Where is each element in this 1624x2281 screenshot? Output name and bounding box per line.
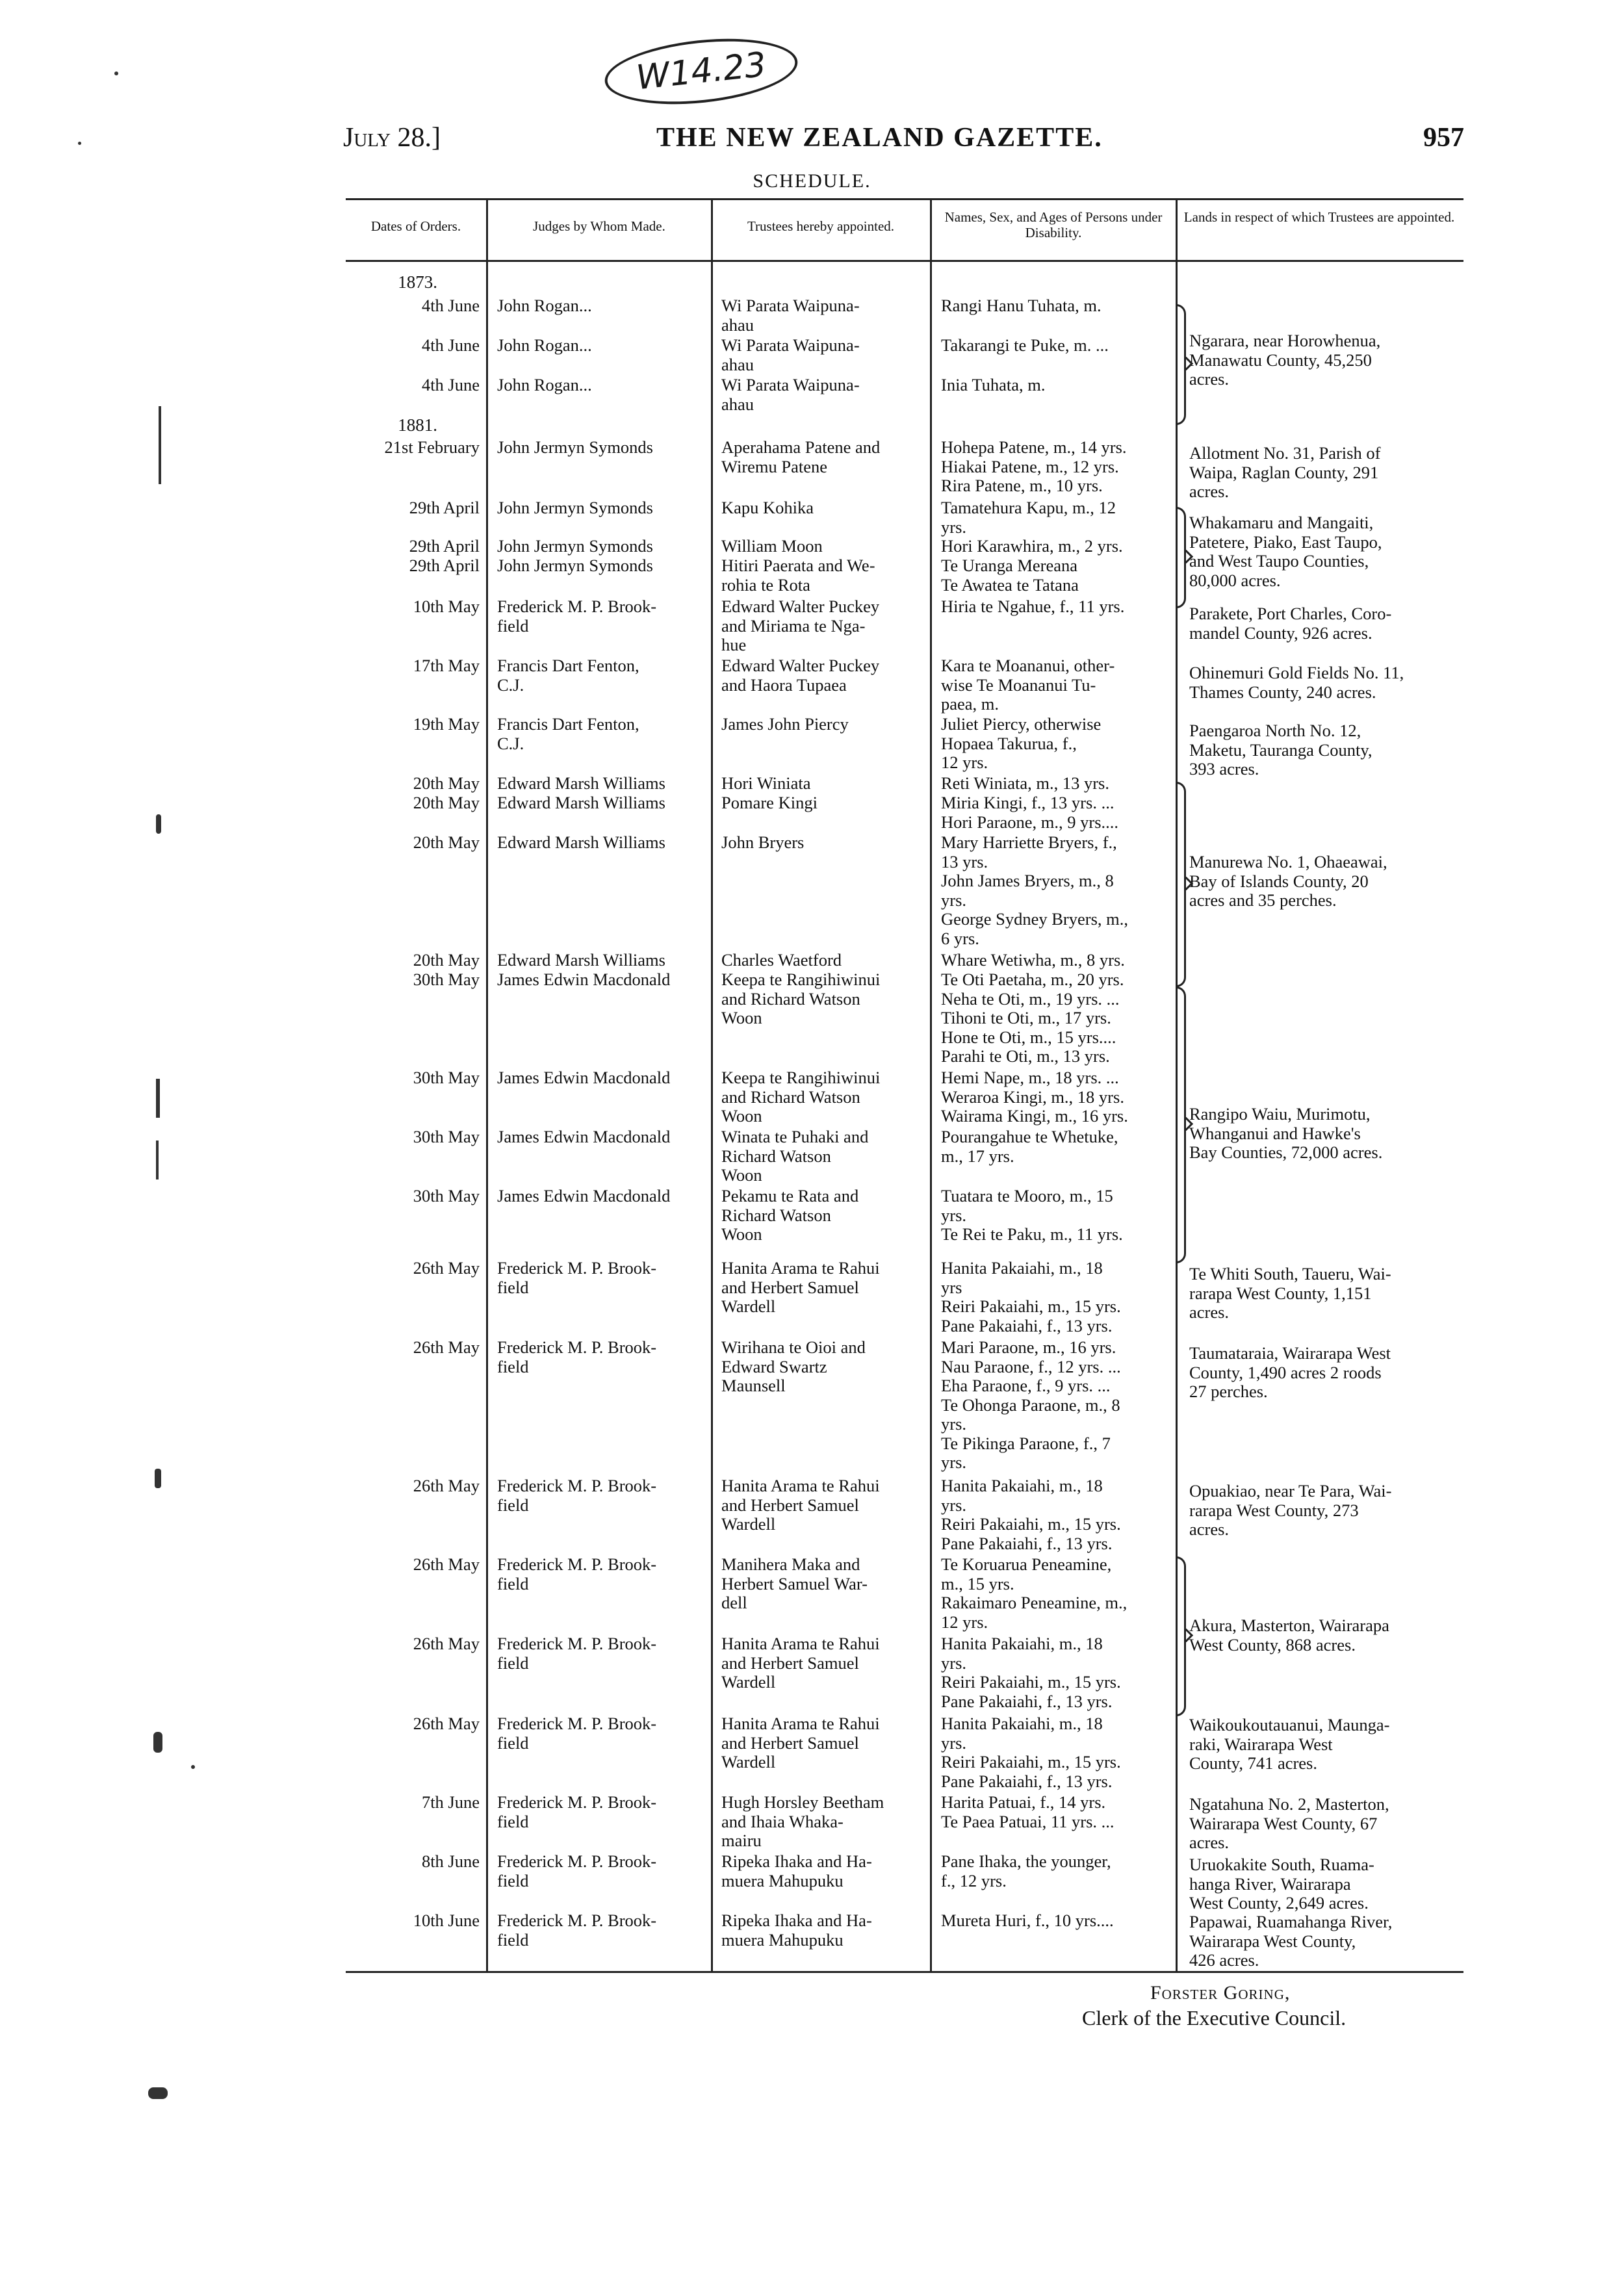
judge-name: Edward Marsh Williams <box>497 832 665 852</box>
column-divider <box>711 198 713 1971</box>
judge-name: Frederick M. P. Brook- field <box>497 1476 657 1515</box>
trustee-names: Edward Walter Puckey and Miriama te Nga- hue <box>721 597 880 654</box>
trustee-names: Hitiri Paerata and We- rohia te Rota <box>721 556 875 595</box>
binding-mark <box>156 1079 160 1118</box>
column-header-persons: Names, Sex, and Ages of Persons under Disability. <box>944 209 1163 240</box>
judge-name: John Jermyn Symonds <box>497 556 653 575</box>
land-description: Uruokakite South, Ruama- hanga River, Wairarapa West County, 2,649 acres. <box>1189 1855 1374 1913</box>
order-date: 26th May <box>413 1476 480 1495</box>
person-details: Rangi Hanu Tuhata, m. <box>941 296 1102 315</box>
person-details: Hanita Pakaiahi, m., 18 yrs. Reiri Pakaiahi, m., 15 yrs. Pane Pakaiahi, f., 13 yrs. <box>941 1714 1121 1791</box>
judge-name: Frederick M. P. Brook- field <box>497 1337 657 1376</box>
person-details: Tamatehura Kapu, m., 12 yrs. <box>941 498 1116 537</box>
judge-name: Frederick M. P. Brook- field <box>497 1554 657 1593</box>
person-details: Inia Tuhata, m. <box>941 375 1046 394</box>
binding-mark <box>148 2087 168 2099</box>
person-details: Whare Wetiwha, m., 8 yrs. <box>941 950 1125 970</box>
year-heading: 1881. <box>398 415 437 435</box>
binding-mark <box>159 406 161 484</box>
signature-title: Clerk of the Executive Council. <box>1082 2006 1347 2030</box>
land-description: Taumataraia, Wairarapa West County, 1,490 acres 2 roods 27 perches. <box>1189 1343 1391 1401</box>
judge-name: James Edwin Macdonald <box>497 970 671 989</box>
land-description: Parakete, Port Charles, Coro- mandel County, 926 acres. <box>1189 604 1392 643</box>
order-date: 26th May <box>413 1554 480 1574</box>
table-top-rule <box>346 198 1463 200</box>
scan-speck <box>191 1765 195 1769</box>
judge-name: Frederick M. P. Brook- field <box>497 1792 657 1831</box>
order-date: 26th May <box>413 1634 480 1653</box>
column-header-dates: Dates of Orders. <box>370 218 461 234</box>
person-details: Hiria te Ngahue, f., 11 yrs. <box>941 597 1125 616</box>
order-date: 21st February <box>384 437 480 457</box>
trustee-names: Manihera Maka and Herbert Samuel War- dell <box>721 1554 868 1612</box>
person-details: Miria Kingi, f., 13 yrs. ... Hori Paraone, m., 9 yrs.... <box>941 793 1119 832</box>
trustee-names: Hanita Arama te Rahui and Herbert Samuel Wardell <box>721 1258 880 1316</box>
person-details: Te Oti Paetaha, m., 20 yrs. Neha te Oti, m., 19 yrs. ... Tihoni te Oti, m., 17 yrs. Hone te Oti, m., 15 yrs.... Parahi te Oti, m., 13 yrs. <box>941 970 1124 1066</box>
column-header-judges: Judges by Whom Made. <box>533 218 665 234</box>
scan-speck <box>78 142 81 145</box>
trustee-names: Keepa te Rangihiwinui and Richard Watson Woon <box>721 1068 881 1126</box>
order-date: 10th May <box>413 597 480 616</box>
column-header-trustees: Trustees hereby appointed. <box>747 218 895 234</box>
trustee-names: Hugh Horsley Beetham and Ihaia Whaka- mairu <box>721 1792 884 1850</box>
trustee-names: Hanita Arama te Rahui and Herbert Samuel Wardell <box>721 1476 880 1534</box>
handwritten-annotation: W14.23 <box>602 31 801 113</box>
judge-name: Frederick M. P. Brook- field <box>497 597 657 636</box>
order-date: 29th April <box>409 536 480 556</box>
land-description: Whakamaru and Mangaiti, Patetere, Piako, East Taupo, and West Taupo Counties, 80,000 acres. <box>1189 513 1382 590</box>
trustee-names: Kapu Kohika <box>721 498 814 517</box>
judge-name: Edward Marsh Williams <box>497 773 665 793</box>
land-description: Paengaroa North No. 12, Maketu, Tauranga County, 393 acres. <box>1189 721 1373 779</box>
person-details: Mari Paraone, m., 16 yrs. Nau Paraone, f., 12 yrs. ... Eha Paraone, f., 9 yrs. ... Te Ohonga Paraone, m., 8 yrs. Te Pikinga Paraone, f., 7 yrs. <box>941 1337 1121 1472</box>
order-date: 29th April <box>409 556 480 575</box>
trustee-names: Keepa te Rangihiwinui and Richard Watson Woon <box>721 970 881 1027</box>
judge-name: John Jermyn Symonds <box>497 437 653 457</box>
order-date: 4th June <box>421 296 480 315</box>
binding-mark <box>155 1469 161 1488</box>
trustee-names: Hori Winiata <box>721 773 811 793</box>
trustee-names: Charles Waetford <box>721 950 842 970</box>
order-date: 4th June <box>421 375 480 394</box>
judge-name: Francis Dart Fenton, C.J. <box>497 656 639 695</box>
order-date: 26th May <box>413 1258 480 1278</box>
column-header-lands: Lands in respect of which Trustees are appointed. <box>1183 209 1455 225</box>
person-details: Hanita Pakaiahi, m., 18 yrs Reiri Pakaiahi, m., 15 yrs. Pane Pakaiahi, f., 13 yrs. <box>941 1258 1121 1335</box>
trustee-names: Wi Parata Waipuna- ahau <box>721 296 860 335</box>
trustee-names: Pomare Kingi <box>721 793 818 812</box>
order-date: 30th May <box>413 1127 480 1146</box>
land-description: Te Whiti South, Taueru, Wai- rarapa West County, 1,151 acres. <box>1189 1264 1391 1322</box>
order-date: 8th June <box>421 1851 480 1871</box>
person-details: Hanita Pakaiahi, m., 18 yrs. Reiri Pakaiahi, m., 15 yrs. Pane Pakaiahi, f., 13 yrs. <box>941 1476 1121 1553</box>
judge-name: Frederick M. P. Brook- field <box>497 1911 657 1950</box>
column-divider <box>930 198 932 1971</box>
person-details: Te Koruarua Peneamine, m., 15 yrs. Rakaimaro Peneamine, m., 12 yrs. <box>941 1554 1128 1632</box>
land-description: Rangipo Waiu, Murimotu, Whanganui and Hawke's Bay Counties, 72,000 acres. <box>1189 1104 1383 1162</box>
judge-name: Frederick M. P. Brook- field <box>497 1851 657 1890</box>
header-title: THE NEW ZEALAND GAZETTE. <box>656 123 1103 153</box>
trustee-names: Ripeka Ihaka and Ha- muera Mahupuku <box>721 1851 872 1890</box>
land-description: Ngatahuna No. 2, Masterton, Wairarapa West County, 67 acres. <box>1189 1794 1389 1852</box>
person-details: Harita Patuai, f., 14 yrs. Te Paea Patuai, 11 yrs. ... <box>941 1792 1115 1831</box>
judge-name: Frederick M. P. Brook- field <box>497 1634 657 1673</box>
trustee-names: Ripeka Ihaka and Ha- muera Mahupuku <box>721 1911 872 1950</box>
table-header-rule <box>346 260 1463 262</box>
trustee-names: William Moon <box>721 536 823 556</box>
judge-name: James Edwin Macdonald <box>497 1068 671 1087</box>
binding-mark <box>153 1732 162 1753</box>
judge-name: John Jermyn Symonds <box>497 498 653 517</box>
trustee-names: Edward Walter Puckey and Haora Tupaea <box>721 656 880 695</box>
person-details: Hori Karawhira, m., 2 yrs. <box>941 536 1123 556</box>
person-details: Juliet Piercy, otherwise Hopaea Takurua, f., 12 yrs. <box>941 714 1102 772</box>
person-details: Mary Harriette Bryers, f., 13 yrs. John James Bryers, m., 8 yrs. George Sydney Bryers, m., 6 yrs. <box>941 832 1129 948</box>
scan-speck <box>114 71 118 75</box>
trustee-names: John Bryers <box>721 832 805 852</box>
person-details: Hemi Nape, m., 18 yrs. ... Weraroa Kingi, m., 18 yrs. Wairama Kingi, m., 16 yrs. <box>941 1068 1128 1126</box>
trustee-names: James John Piercy <box>721 714 849 734</box>
order-date: 26th May <box>413 1337 480 1357</box>
judge-name: John Rogan... <box>497 375 592 394</box>
trustee-names: Wi Parata Waipuna- ahau <box>721 335 860 374</box>
person-details: Hanita Pakaiahi, m., 18 yrs. Reiri Pakaiahi, m., 15 yrs. Pane Pakaiahi, f., 13 yrs. <box>941 1634 1121 1711</box>
judge-name: Edward Marsh Williams <box>497 793 665 812</box>
land-description: Papawai, Ruamahanga River, Wairarapa West County, 426 acres. <box>1189 1912 1393 1970</box>
person-details: Pane Ihaka, the younger, f., 12 yrs. <box>941 1851 1111 1890</box>
year-heading: 1873. <box>398 272 437 292</box>
order-date: 30th May <box>413 970 480 989</box>
land-description: Akura, Masterton, Wairarapa West County, 868 acres. <box>1189 1616 1389 1655</box>
trustee-names: Wi Parata Waipuna- ahau <box>721 375 860 414</box>
person-details: Tuatara te Mooro, m., 15 yrs. Te Rei te Paku, m., 11 yrs. <box>941 1186 1123 1244</box>
judge-name: James Edwin Macdonald <box>497 1186 671 1205</box>
land-description: Allotment No. 31, Parish of Waipa, Raglan County, 291 acres. <box>1189 443 1381 501</box>
order-date: 7th June <box>421 1792 480 1812</box>
column-divider <box>486 198 488 1971</box>
order-date: 19th May <box>413 714 480 734</box>
person-details: Hohepa Patene, m., 14 yrs. Hiakai Patene, m., 12 yrs. Rira Patene, m., 10 yrs. <box>941 437 1127 495</box>
binding-mark <box>156 814 161 834</box>
land-description: Ohinemuri Gold Fields No. 11, Thames County, 240 acres. <box>1189 663 1404 702</box>
person-details: Kara te Moananui, other- wise Te Moananui Tu- paea, m. <box>941 656 1115 714</box>
table-bottom-rule <box>346 1971 1463 1973</box>
trustee-names: Wirihana te Oioi and Edward Swartz Maunsell <box>721 1337 866 1395</box>
judge-name: Frederick M. P. Brook- field <box>497 1714 657 1753</box>
trustee-names: Pekamu te Rata and Richard Watson Woon <box>721 1186 859 1244</box>
judge-name: Francis Dart Fenton, C.J. <box>497 714 639 753</box>
header-date: July 28.] <box>343 123 441 153</box>
person-details: Te Uranga Mereana Te Awatea te Tatana <box>941 556 1079 595</box>
trustee-names: Hanita Arama te Rahui and Herbert Samuel Wardell <box>721 1634 880 1692</box>
person-details: Takarangi te Puke, m. ... <box>941 335 1109 355</box>
order-date: 20th May <box>413 793 480 812</box>
person-details: Mureta Huri, f., 10 yrs.... <box>941 1911 1114 1930</box>
order-date: 30th May <box>413 1068 480 1087</box>
order-date: 20th May <box>413 950 480 970</box>
order-date: 20th May <box>413 832 480 852</box>
judge-name: Frederick M. P. Brook- field <box>497 1258 657 1297</box>
judge-name: Edward Marsh Williams <box>497 950 665 970</box>
land-description: Ngarara, near Horowhenua, Manawatu County, 45,250 acres. <box>1189 331 1381 389</box>
land-description: Opuakiao, near Te Para, Wai- rarapa West County, 273 acres. <box>1189 1481 1392 1539</box>
order-date: 29th April <box>409 498 480 517</box>
binding-mark <box>156 1140 159 1179</box>
trustee-names: Hanita Arama te Rahui and Herbert Samuel Wardell <box>721 1714 880 1772</box>
order-date: 20th May <box>413 773 480 793</box>
land-description: Waikoukoutauanui, Maunga- raki, Wairarapa West County, 741 acres. <box>1189 1715 1390 1773</box>
judge-name: John Rogan... <box>497 335 592 355</box>
order-date: 17th May <box>413 656 480 675</box>
order-date: 4th June <box>421 335 480 355</box>
trustee-names: Aperahama Patene and Wiremu Patene <box>721 437 881 476</box>
order-date: 26th May <box>413 1714 480 1733</box>
signature-name: Forster Goring, <box>1150 1982 1291 2004</box>
trustee-names: Winata te Puhaki and Richard Watson Woon <box>721 1127 869 1185</box>
person-details: Pourangahue te Whetuke, m., 17 yrs. <box>941 1127 1118 1166</box>
person-details: Reti Winiata, m., 13 yrs. <box>941 773 1109 793</box>
schedule-title: SCHEDULE. <box>753 170 871 192</box>
land-description: Manurewa No. 1, Ohaeawai, Bay of Islands County, 20 acres and 35 perches. <box>1189 852 1387 910</box>
order-date: 10th June <box>413 1911 480 1930</box>
judge-name: John Jermyn Symonds <box>497 536 653 556</box>
order-date: 30th May <box>413 1186 480 1205</box>
judge-name: John Rogan... <box>497 296 592 315</box>
judge-name: James Edwin Macdonald <box>497 1127 671 1146</box>
page-number: 957 <box>1423 123 1464 153</box>
